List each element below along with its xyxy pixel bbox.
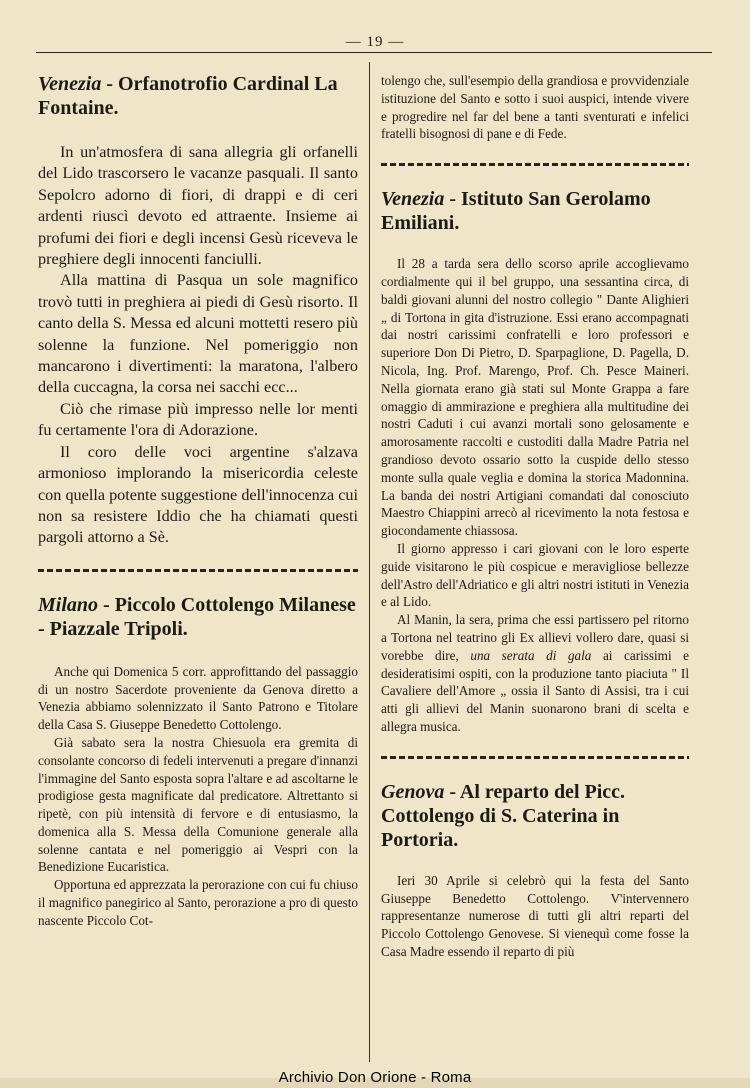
article-heading	[38, 593, 358, 641]
paragraph: Opportuna ed apprezzata la perorazione con cui fu chiuso il magnifico panegirico al Santo, perorazione a pro di questo nascente Piccolo Cot-	[38, 877, 358, 928]
paragraph: Il giorno appresso i cari giovani con le loro esperte guide visitarono le più cospicue e meravigliose bellezze dell'Astro dell'Adriatico e gli altri nostri istituti in Venezia e al Lido.	[381, 540, 689, 610]
heading-title: - Piccolo Cottolengo Milanese - Piazzale Tripoli.	[38, 593, 356, 640]
paragraph: Anche qui Domenica 5 corr. approfittando del passaggio di un nostro Sacerdote proveniente da Genova diretto a Venezia abbiamo solennizzato il Santo Patrono e Titolare della Casa S. Giuseppe Benedetto Cottolengo.	[38, 663, 358, 733]
paragraph: In un'atmosfera di sana allegria gli orfanelli del Lido trascorsero le vacanze pasquali. Il santo Sepolcro adorno di fiori, di drappi e di ceri ardenti riuscì devoto ed attraente. Insieme ai profumi dei fiori e degli incensi Gesù riceveva le preghiere degli innocenti fanciulli.	[38, 143, 358, 269]
paragraph: Già sabato sera la nostra Chiesuola era gremita di consolante concorso di fedeli intervenuti a pregare d'innanzi l'immagine del Santo esposta sopra l'altare e ad ascoltarne le prodigiose gesta magnificate dal predicatore. Altrettanto si ripetè, con più intensità di fervore e di entusiasmo, la domenica alla S. Messa della Comunione generale alla solenne cantata e nel pomeriggio ai Vespri con la Benedizione Eucaristica.	[38, 734, 358, 875]
heading-place: Milano	[38, 593, 99, 616]
heading-title: - Orfanotrofio Cardinal La Fontaine.	[38, 73, 338, 119]
paragraph: Il 28 a tarda sera dello scorso aprile accoglievamo cordialmente qui il bel gruppo, una sessantina circa, di baldi giovani alunni del nostro collegio " Dante Alighieri „ di Tortona in gita d'istruzione. Essi erano accompagnati dai nostri carissimi confratelli e loro professori e superiore Don Di Pietro, D. Sparpaglione, D. Pagella, D. Nicola, Ing. Prof. Marengo, Prof. Ch. Pesce Maineri. Nella giornata erano già stati sul Monte Grappa a fare omaggio di ammirazione e preghiera alla multitudine dei nostri Caduti i cui avanzi mortali sono gelosamente e amorosamente raccolti e custoditi dalla Madre Patria nel grandioso devoto ossario sotto la cuspide dello stesso monte sulla quale veglia e domina la storica Madonnina. La banda dei nostri Artigiani comandati dal conosciuto Maestro Chiappini arrecò al ricevimento la nota festosa e giocondamente chiassosa.	[381, 256, 689, 539]
heading-title: - Istituto San Gerolamo Emiliani.	[381, 188, 651, 235]
column-divider	[369, 62, 370, 1062]
article-body	[38, 142, 358, 549]
archive-footer: Archivio Don Orione - Roma	[278, 1069, 472, 1086]
article-body	[381, 872, 689, 961]
paragraph: Ciò che rimase più impresso nelle lor menti fu certamente l'ora di Adorazione.	[38, 399, 358, 440]
paragraph: Alla mattina di Pasqua un sole magnifico trovò tutti in preghiera ai piedi di Gesù risorto. Il canto della S. Messa ed alcuni mottetti resero più solenne la funzione. Nel pomeriggio non mancarono i divertimenti: la maratona, l'albero della cuccagna, la corsa nei sacchi ecc...	[38, 271, 358, 397]
paragraph	[381, 611, 689, 736]
heading-place: Venezia	[38, 73, 102, 95]
heading-place: Venezia	[381, 188, 445, 211]
paragraph: tolengo che, sull'esempio della grandiosa e provvidenziale istituzione del Santo e sotto i suoi auspici, intende vivere e progredire nel far del bene a tanti sventurati e infelici fratelli bisognosi di pane e di Fede.	[381, 73, 689, 142]
text-run: Al Manin, la sera, prima che essi partissero pel ritorno a Tortona nel teatrino gli Ex allievi vollero dare, quasi si vorebbe dire,	[381, 612, 689, 663]
page-number: — 19 —	[345, 34, 405, 50]
article-heading	[381, 187, 689, 235]
paragraph: Il coro delle voci argentine s'alzava armonioso implorando la misericordia celeste con quella potente suggestione dell'innocenza cui non sa resistere Iddio che ha chiamati questi pargoli attorno a Sè.	[38, 442, 358, 547]
ornament-separator	[381, 159, 689, 171]
ornament-separator	[381, 752, 689, 764]
heading-place: Genova	[381, 780, 445, 803]
ornament-separator	[38, 565, 358, 577]
article-body	[38, 663, 358, 930]
article-heading	[38, 72, 358, 120]
header-rule	[36, 52, 712, 53]
article-heading	[381, 780, 689, 852]
article-continuation	[381, 72, 689, 143]
heading-title: - Al reparto del Picc. Cottolengo di S. Caterina in Portoria.	[381, 780, 626, 851]
text-run: ai carissimi e desideratisimi ospiti, con la produzione tanto piaciuta " Il Cavaliere dell'Amore „ ossia il Santo di Assisi, tra i cui atti gli allievi del Manin suonarono brani di scelta e allegra musica.	[381, 647, 689, 734]
article-body	[381, 255, 689, 736]
right-column	[381, 72, 689, 961]
paragraph: Ieri 30 Aprile si celebrò qui la festa del Santo Giuseppe Benedetto Cottolengo. V'intervennero rappresentanze numerose di tutti gli altri reparti del Piccolo Cottolengo Genovese. Si vienequì come fosse la Casa Madre essendo il reparto di più	[381, 872, 689, 959]
left-column	[38, 72, 358, 930]
italic-text: una serata di gala	[470, 647, 592, 663]
